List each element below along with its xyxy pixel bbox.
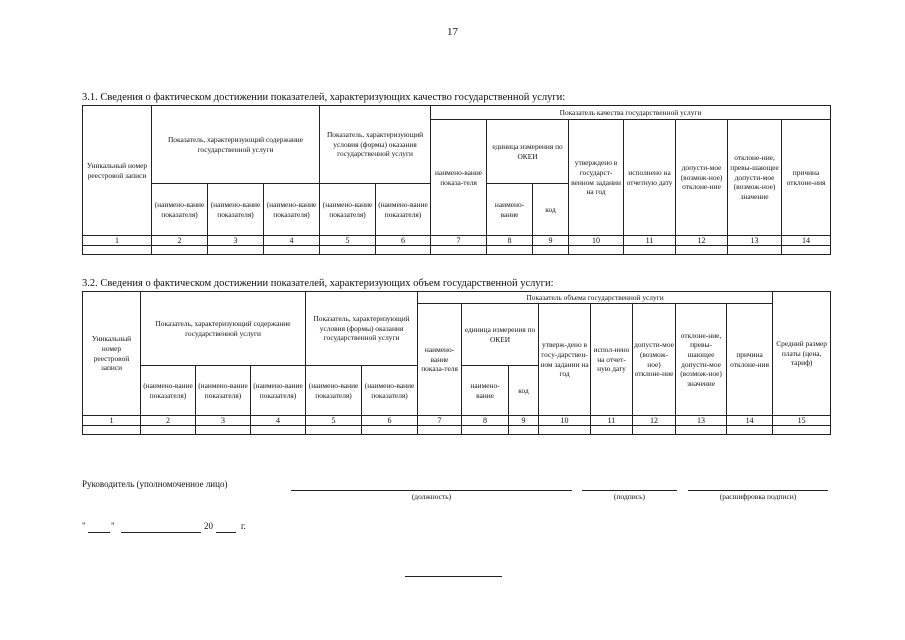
sub-indicator-name: (наимено-вание показателя) — [362, 366, 418, 416]
position-caption: (должность) — [411, 492, 452, 501]
sub-indicator-name: (наимено-вание показателя) — [376, 184, 431, 236]
indicator-name-header: наимено-вание показа-теля — [431, 120, 487, 236]
column-number: 6 — [362, 416, 418, 426]
date-year-suffix: г. — [241, 521, 246, 531]
sub-indicator-name: (наимено-вание показателя) — [264, 184, 320, 236]
column-number: 2 — [152, 236, 208, 246]
column-number: 15 — [773, 416, 831, 426]
volume-indicators-table — [82, 291, 831, 435]
quality-indicators-table — [82, 105, 831, 255]
table-row — [83, 246, 831, 255]
allowed-deviation-header: допусти-мое (возмож-ное) отклоне-ние — [633, 304, 676, 416]
sub-indicator-name: (наимено-вание показателя) — [141, 366, 196, 416]
column-number: 1 — [83, 236, 152, 246]
position-line[interactable] — [291, 490, 572, 491]
sub-indicator-name: (наимено-вание показателя) — [320, 184, 376, 236]
section-2-title: 3.2. Сведения о фактическом достижении показателей, характеризующих объем государственной услуги: — [82, 278, 554, 289]
column-number: 5 — [320, 236, 376, 246]
head-label: Руководитель (уполномоченное лицо) — [82, 479, 228, 489]
date-day-line[interactable] — [88, 532, 110, 533]
deviation-reason-header: причина отклоне-ния — [782, 120, 831, 236]
table-row — [83, 426, 831, 435]
conditions-indicator-header: Показатель, характеризующий условия (формы) оказания государственной услуги — [320, 106, 431, 184]
section-1-title: 3.1. Сведения о фактическом достижении показателей, характеризующих качество государственной услуги: — [82, 92, 566, 103]
unit-code-header: код — [533, 184, 569, 236]
column-number: 12 — [676, 236, 728, 246]
signature-caption: (подпись) — [613, 492, 646, 501]
column-number: 8 — [462, 416, 509, 426]
date-month-line[interactable] — [121, 532, 201, 533]
column-number: 3 — [196, 416, 251, 426]
column-number: 14 — [727, 416, 773, 426]
unit-header: единица измерения по ОКЕИ — [487, 120, 569, 184]
unit-code-header: код — [509, 366, 539, 416]
column-number: 13 — [728, 236, 782, 246]
column-number: 2 — [141, 416, 196, 426]
date-quote-open: " — [82, 521, 86, 531]
date-year-prefix: 20 — [204, 521, 213, 531]
unit-name-header: наимено-вание — [487, 184, 533, 236]
date-year-line[interactable] — [216, 532, 236, 533]
column-number: 5 — [306, 416, 362, 426]
executed-header: исполнено на отчетную дату — [624, 120, 676, 236]
column-number: 1 — [83, 416, 141, 426]
column-number: 14 — [782, 236, 831, 246]
executed-header: испол-нено на отчет-ную дату — [591, 304, 633, 416]
unit-name-header: наимено-вание — [462, 366, 509, 416]
date-quote-close: " — [111, 521, 115, 531]
content-indicator-header: Показатель, характеризующий содержание государственной услуги — [152, 106, 320, 184]
column-number: 10 — [539, 416, 591, 426]
column-number: 4 — [264, 236, 320, 246]
exceeding-deviation-header: отклоне-ние, превы-шающее допусти-мое (возмож-ное) значение — [676, 304, 727, 416]
column-number: 6 — [376, 236, 431, 246]
indicator-name-header: наимено-вание показа-теля — [418, 304, 462, 416]
sub-indicator-name: (наимено-вание показателя) — [306, 366, 362, 416]
column-number: 8 — [487, 236, 533, 246]
content-indicator-header: Показатель, характеризующий содержание государственной услуги — [141, 292, 306, 366]
unit-header: единица измерения по ОКЕИ — [462, 304, 539, 366]
column-number: 12 — [633, 416, 676, 426]
signature-line[interactable] — [582, 490, 677, 491]
sub-indicator-name: (наимено-вание показателя) — [196, 366, 251, 416]
volume-indicator-group-header: Показатель объема государственной услуги — [418, 292, 773, 304]
quality-indicator-group-header: Показатель качества государственной услуги — [431, 106, 831, 120]
page-number: 17 — [447, 26, 458, 38]
decoding-caption: (расшифровка подписи) — [719, 492, 797, 501]
column-number: 4 — [251, 416, 306, 426]
column-number: 7 — [418, 416, 462, 426]
column-number: 10 — [569, 236, 624, 246]
approved-header: утверж-дено в госу-дарствен-ном задании на год — [539, 304, 591, 416]
unique-number-header: Уникальный номер реестровой записи — [83, 106, 152, 236]
column-number: 11 — [591, 416, 633, 426]
column-number: 3 — [208, 236, 264, 246]
column-number: 9 — [509, 416, 539, 426]
decoding-line[interactable] — [688, 490, 828, 491]
footnote-separator — [405, 576, 502, 577]
sub-indicator-name: (наимено-вание показателя) — [152, 184, 208, 236]
avg-fee-header: Средний размер платы (цена, тариф) — [773, 292, 831, 416]
conditions-indicator-header: Показатель, характеризующий условия (формы) оказания государственной услуги — [306, 292, 418, 366]
exceeding-deviation-header: отклоне-ние, превы-шающее допусти-мое (возмож-ное) значение — [728, 120, 782, 236]
column-number: 11 — [624, 236, 676, 246]
unique-number-header: Уникальный номер реестровой записи — [83, 292, 141, 416]
sub-indicator-name: (наимено-вание показателя) — [251, 366, 306, 416]
column-number: 7 — [431, 236, 487, 246]
allowed-deviation-header: допусти-мое (возмож-ное) отклоне-ние — [676, 120, 728, 236]
approved-header: утверждено в государст-венном задании на год — [569, 120, 624, 236]
deviation-reason-header: причина отклоне-ния — [727, 304, 773, 416]
column-number: 9 — [533, 236, 569, 246]
column-number: 13 — [676, 416, 727, 426]
sub-indicator-name: (наимено-вание показателя) — [208, 184, 264, 236]
